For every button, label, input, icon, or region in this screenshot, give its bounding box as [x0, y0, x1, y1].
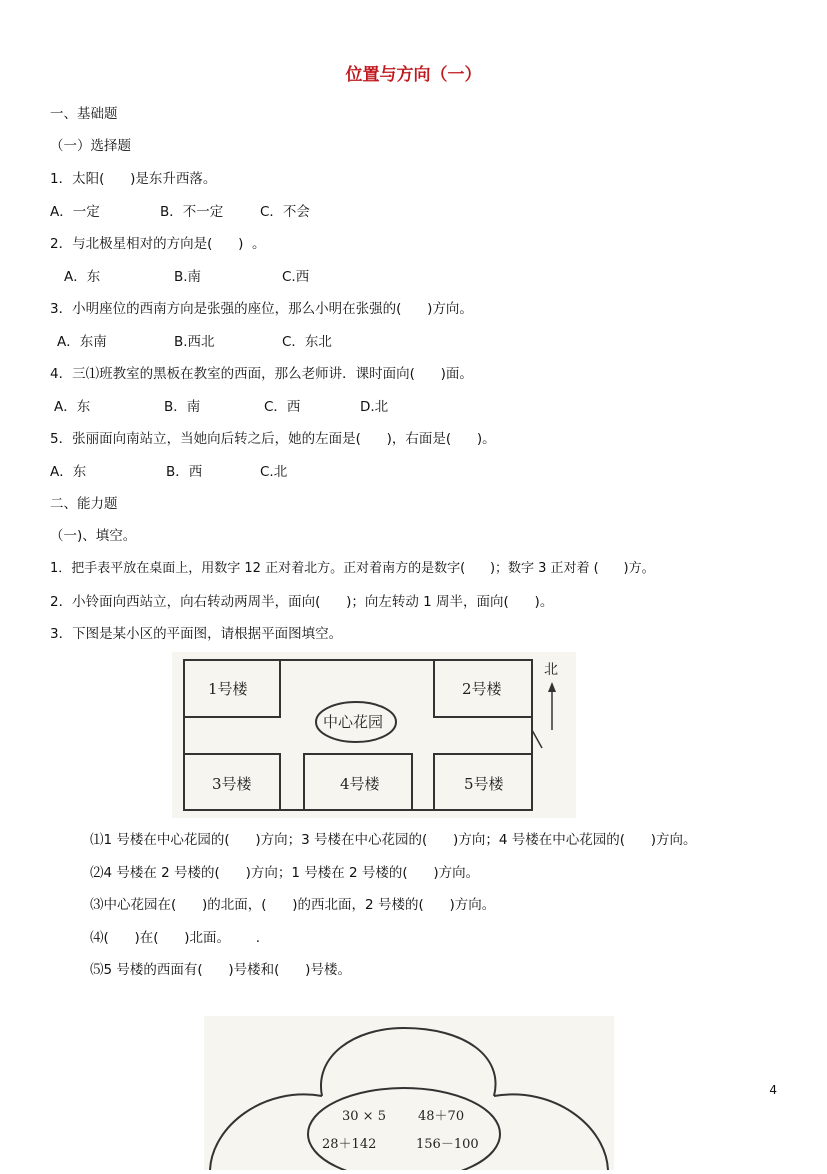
expression-4: 156－100 — [416, 1137, 479, 1152]
question-1: 1．太阳( )是东升西落。 — [50, 171, 217, 187]
section1-heading: 一、基础题 — [50, 106, 118, 122]
plan-item-4: ⑷( )在( )北面。 . — [90, 930, 261, 946]
plan-item-3: ⑶中心花园在( )的北面，( )的西北面，2 号楼的( )方向。 — [90, 897, 496, 913]
question-4: 4．三⑴班教室的黑板在教室的西面，那么老师讲．课时面向( )面。 — [50, 366, 473, 382]
section2-heading: 二、能力题 — [50, 496, 118, 512]
option-3b: B.西北 — [174, 334, 215, 350]
section2-sub: （一)、填空。 — [50, 528, 137, 544]
expression-1: 30 × 5 — [342, 1109, 386, 1124]
north-arrow-icon — [548, 682, 556, 730]
building-3-label: 3号楼 — [212, 775, 252, 793]
cloud-right-arc — [494, 1094, 608, 1170]
option-3c: C．东北 — [282, 334, 332, 350]
option-3a: A．东南 — [57, 334, 107, 350]
building-4-label: 4号楼 — [340, 775, 380, 793]
question-5: 5．张丽面向南站立，当她向后转之后，她的左面是( )，右面是( )。 — [50, 431, 496, 447]
section1-sub: （一）选择题 — [50, 138, 131, 154]
option-2b: B.南 — [174, 269, 202, 285]
central-garden-label: 中心花园 — [323, 713, 384, 731]
plan-item-2: ⑵4 号楼在 2 号楼的( )方向；1 号楼在 2 号楼的( )方向。 — [90, 865, 480, 881]
building-5-label: 5号楼 — [464, 775, 504, 793]
option-5a: A．东 — [50, 464, 87, 480]
option-5c: C.北 — [260, 464, 288, 480]
cloud-left-arc — [210, 1094, 322, 1170]
option-5b: B．西 — [166, 464, 203, 480]
option-4b: B．南 — [164, 399, 201, 415]
question-2: 2．与北极星相对的方向是( ) 。 — [50, 236, 266, 252]
option-4d: D.北 — [360, 399, 389, 415]
page-number: 4 — [769, 1083, 777, 1097]
community-plan-figure — [172, 652, 576, 818]
option-1c: C．不会 — [260, 204, 310, 220]
cloud-center-ellipse — [308, 1088, 500, 1170]
expression-2: 48＋70 — [418, 1109, 465, 1124]
option-1a: A．一定 — [50, 204, 100, 220]
fill-line-2: 2．小铃面向西站立，向右转动两周半，面向( )；向左转动 1 周半，面向( )。 — [50, 594, 554, 610]
plan-item-1: ⑴1 号楼在中心花园的( )方向；3 号楼在中心花园的( )方向；4 号楼在中心花园的( )方向。 — [90, 832, 697, 848]
option-4c: C．西 — [264, 399, 301, 415]
expression-3: 28＋142 — [322, 1137, 377, 1152]
page-title: 位置与方向（一） — [345, 65, 482, 85]
option-1b: B．不一定 — [160, 204, 224, 220]
option-2a: A．东 — [64, 269, 101, 285]
fill-line-3: 3．下图是某小区的平面图，请根据平面图填空。 — [50, 626, 343, 642]
option-4a: A．东 — [54, 399, 91, 415]
building-1-label: 1号楼 — [208, 680, 248, 698]
fill-line-1: 1．把手表平放在桌面上，用数字 12 正对着北方。正对着南方的是数字( )；数字 3 正对着 ( )方。 — [50, 561, 655, 576]
question-3: 3．小明座位的西南方向是张强的座位，那么小明在张强的( )方向。 — [50, 301, 473, 317]
cloud-expression-figure — [204, 1016, 614, 1170]
option-2c: C.西 — [282, 269, 310, 285]
building-2-label: 2号楼 — [462, 680, 502, 698]
plan-item-5: ⑸5 号楼的西面有( )号楼和( )号楼。 — [90, 962, 351, 978]
cloud-top-arc — [321, 1028, 496, 1096]
north-label: 北 — [544, 662, 558, 678]
